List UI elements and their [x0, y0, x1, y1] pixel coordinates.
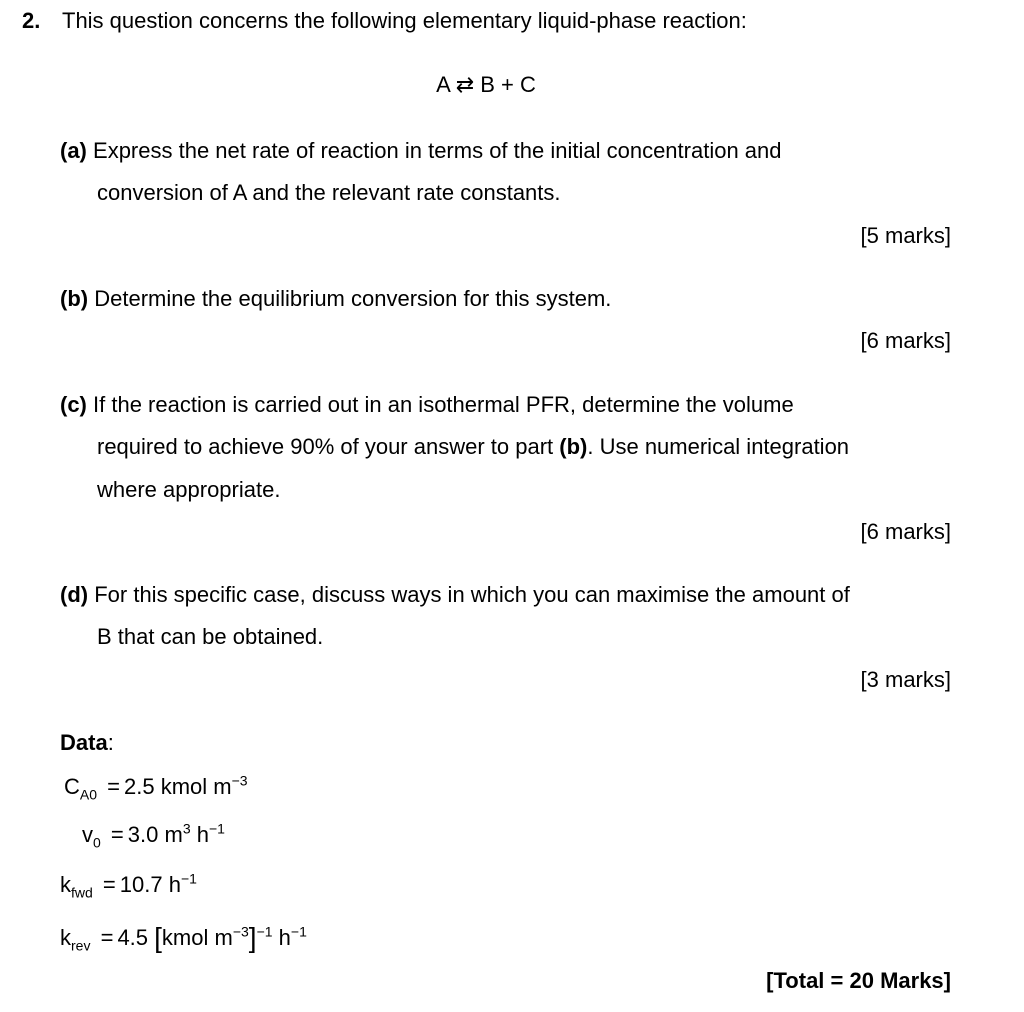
- part-a-marks: [5 marks]: [860, 223, 951, 248]
- equilibrium-arrow-icon: ⇄: [455, 72, 475, 97]
- part-c-marks: [6 marks]: [860, 519, 951, 544]
- data-ca0: $C_{A0} = 2.5$ kmol $m^{-3}$: [64, 772, 248, 803]
- part-c-label: (c): [60, 392, 87, 417]
- part-c-line3: where appropriate.: [97, 477, 281, 502]
- part-d-line1: (d) For this specific case, discuss ways in which you can maximise the amount of: [60, 582, 850, 607]
- part-c-line2: required to achieve 90% of your answer to part (b). Use numerical integration: [97, 434, 850, 459]
- total-marks: [Total = 20 Marks]: [766, 968, 951, 993]
- data-krev: $k_{rev} = 4.5$ [kmol $m^{-3}]^{-1}$ $h^{-1}$: [60, 922, 307, 954]
- part-a-label: (a): [60, 138, 87, 163]
- part-d-label: (d): [60, 582, 89, 607]
- part-c-line1: (c) If the reaction is carried out in an isothermal PFR, determine the volume: [60, 392, 794, 417]
- part-b-line1: (b) Determine the equilibrium conversion for this system.: [60, 286, 612, 311]
- reactant: A: [436, 72, 450, 97]
- data-heading: Data:: [60, 730, 114, 755]
- question-intro: This question concerns the following elementary liquid-phase reaction:: [62, 8, 747, 33]
- part-d-line2: B that can be obtained.: [97, 624, 324, 649]
- question-number: 2.: [22, 8, 41, 33]
- data-kfwd: $k_{fwd} = 10.7$ $h^{-1}$: [60, 870, 197, 901]
- part-a-line1: (a) Express the net rate of reaction in terms of the initial concentration and: [60, 138, 782, 163]
- products: B + C: [480, 72, 536, 97]
- part-b-label: (b): [60, 286, 89, 311]
- reaction-equation: [0, 72, 972, 98]
- part-a-line2: conversion of A and the relevant rate constants.: [97, 180, 561, 205]
- part-d-marks: [3 marks]: [860, 667, 951, 692]
- data-v0: $v_0 = 3.0$ $m^3$ $h^{-1}$: [82, 820, 225, 851]
- part-b-marks: [6 marks]: [860, 328, 951, 353]
